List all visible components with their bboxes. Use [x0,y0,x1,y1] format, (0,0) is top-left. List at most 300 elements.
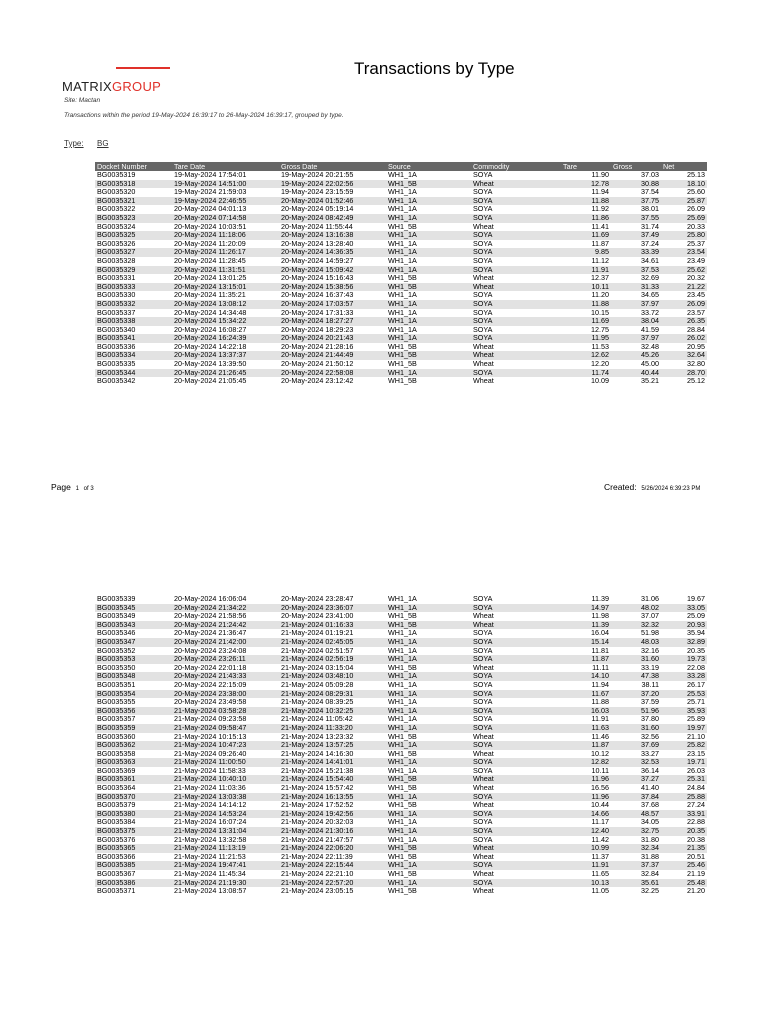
docket-number-cell: BG0035344 [95,369,172,378]
net-cell: 26.09 [661,300,707,309]
docket-number-cell: BG0035370 [95,793,172,802]
source-cell: WH1_1A [388,308,417,317]
source-cell: WH1_1A [386,827,471,836]
gross-cell: 38.04 [611,317,661,326]
docket-number-cell: BG0035353 [95,655,172,664]
tare-date-cell: 20-May-2024 21:24:42 [172,621,279,630]
tare-date-cell: 20-May-2024 23:38:00 [172,690,279,699]
gross-date-cell: 20-May-2024 23:41:00 [281,612,354,621]
logo-text-matrix: MATRIX [62,79,112,94]
source-cell: WH1_1A [388,629,417,638]
tare-cell: 12.78 [561,180,611,189]
tare-date-cell: 21-May-2024 14:53:24 [172,810,279,819]
gross-cell: 31.74 [641,222,659,231]
gross-date-cell: 20-May-2024 21:44:49 [279,351,386,360]
commodity-cell: Wheat [473,222,494,231]
tare-cell: 11.17 [591,818,609,827]
commodity-cell: SOYA [473,715,493,724]
gross-date-cell: 21-May-2024 22:57:20 [279,879,386,888]
commodity-cell: SOYA [473,835,493,844]
tare-date-cell: 20-May-2024 23:24:08 [174,646,247,655]
docket-number-cell: BG0035319 [97,171,136,179]
tare-cell: 15.14 [561,638,611,647]
gross-date-cell: 21-May-2024 15:54:40 [279,775,386,784]
docket-number-cell: BG0035358 [97,749,136,758]
table-row [95,715,707,724]
net-cell: 32.89 [661,638,707,647]
tare-cell: 11.96 [561,793,611,802]
commodity-cell: Wheat [473,612,494,621]
source-cell: WH1_1A [386,861,471,870]
table-row [95,844,707,853]
net-cell: 32.64 [661,351,707,360]
tare-date-cell: 21-May-2024 16:07:24 [174,818,247,827]
gross-date-cell: 20-May-2024 14:59:27 [281,256,354,265]
gross-date-cell: 21-May-2024 22:06:20 [279,844,386,853]
table-body-page2 [95,595,707,896]
net-cell: 23.15 [687,749,705,758]
table-row [95,793,707,802]
docket-number-cell: BG0035365 [95,844,172,853]
tare-date-cell: 20-May-2024 23:26:11 [172,655,279,664]
gross-cell: 47.38 [611,672,661,681]
table-row [95,621,707,630]
table-row [95,180,707,189]
commodity-cell: SOYA [473,291,493,300]
gross-cell: 37.69 [611,741,661,750]
gross-date-cell: 20-May-2024 05:19:14 [281,205,354,214]
tare-cell: 14.97 [561,604,611,613]
commodity-cell: SOYA [471,334,561,343]
gross-date-cell: 21-May-2024 16:13:55 [279,793,386,802]
source-cell: WH1_1A [386,231,471,240]
gross-cell: 37.80 [641,715,659,724]
commodity-cell: Wheat [473,852,494,861]
docket-number-cell: BG0035318 [95,180,172,189]
commodity-cell: SOYA [471,638,561,647]
table-row [95,775,707,784]
source-cell: WH1_1A [388,239,417,248]
docket-number-cell: BG0035355 [97,698,136,707]
table-row [95,827,707,836]
net-cell: 20.35 [687,646,705,655]
gross-cell: 37.54 [641,188,659,197]
commodity-cell: SOYA [471,879,561,888]
gross-cell: 35.21 [641,377,659,386]
page-number: 1 [75,486,79,492]
docket-number-cell: BG0035324 [97,222,136,231]
docket-number-cell: BG0035356 [95,707,172,716]
source-cell: WH1_1A [386,810,471,819]
source-cell: WH1_1A [388,698,417,707]
table-header-row [95,162,707,171]
net-cell: 25.31 [661,775,707,784]
tare-date-cell: 21-May-2024 03:58:28 [172,707,279,716]
tare-date-cell: 21-May-2024 10:15:13 [174,732,247,741]
net-cell: 25.60 [687,188,705,197]
tare-date-cell: 21-May-2024 11:58:33 [174,766,246,775]
net-cell: 19.73 [661,655,707,664]
source-cell: WH1_5B [388,360,417,369]
source-cell: WH1_1A [386,672,471,681]
gross-cell: 32.56 [641,732,659,741]
net-cell: 33.05 [661,604,707,613]
logo-text-group: GROUP [111,79,162,94]
commodity-cell: SOYA [471,266,561,275]
commodity-cell: SOYA [473,325,493,334]
net-cell: 25.12 [687,377,705,386]
tare-date-cell: 20-May-2024 10:03:51 [174,222,247,231]
source-cell: WH1_1A [386,879,471,888]
tare-date-cell: 21-May-2024 11:03:36 [174,784,246,793]
tare-date-cell: 20-May-2024 13:01:25 [174,274,247,283]
tare-cell: 11.94 [591,680,609,689]
gross-date-cell: 21-May-2024 22:11:39 [281,852,353,861]
gross-date-cell: 21-May-2024 14:16:30 [281,749,354,758]
source-cell: WH1_5B [386,180,471,189]
gross-date-cell: 21-May-2024 02:45:05 [279,638,386,647]
table-row [95,300,707,309]
gross-date-cell: 20-May-2024 01:52:46 [279,197,386,206]
tare-cell: 11.88 [561,197,611,206]
tare-date-cell: 20-May-2024 21:42:00 [172,638,279,647]
table-row [95,351,707,360]
type-value: BG [97,139,109,148]
tare-date-cell: 20-May-2024 21:34:22 [172,604,279,613]
gross-cell: 37.24 [641,239,659,248]
tare-date-cell: 21-May-2024 11:13:19 [172,844,279,853]
tare-cell: 11.42 [591,835,609,844]
commodity-cell: SOYA [473,205,493,214]
net-cell: 26.17 [687,680,705,689]
gross-cell: 32.53 [611,758,661,767]
table-row [95,266,707,275]
tare-date-cell: 20-May-2024 11:26:17 [172,248,279,257]
tare-cell: 11.69 [561,231,611,240]
docket-number-cell: BG0035325 [95,231,172,240]
docket-number-cell: BG0035359 [95,724,172,733]
table-row [95,724,707,733]
tare-cell: 11.87 [591,239,609,248]
tare-date-cell: 20-May-2024 14:34:48 [174,308,247,317]
docket-number-cell: BG0035379 [97,801,136,810]
tare-date-cell: 21-May-2024 09:58:47 [172,724,279,733]
commodity-cell: Wheat [473,342,494,351]
net-cell: 28.70 [661,369,707,378]
docket-number-cell: BG0035354 [95,690,172,699]
commodity-cell: Wheat [473,360,494,369]
gross-date-cell: 21-May-2024 11:33:20 [279,724,386,733]
table-row [95,818,707,827]
source-cell: WH1_1A [386,724,471,733]
source-cell: WH1_1A [388,291,417,300]
docket-number-cell: BG0035326 [97,239,136,248]
table-row [95,853,707,862]
tare-cell: 11.81 [591,646,609,655]
gross-cell: 51.98 [641,629,659,638]
table-row [95,801,707,810]
gross-cell: 33.39 [611,248,661,257]
gross-cell: 35.61 [611,879,661,888]
tare-cell: 11.98 [591,612,609,621]
net-cell: 25.48 [661,879,707,888]
docket-number-cell: BG0035334 [95,351,172,360]
table-row [95,707,707,716]
gross-cell: 34.61 [641,256,659,265]
tare-date-cell: 21-May-2024 09:23:58 [174,715,247,724]
docket-number-cell: BG0035341 [95,334,172,343]
page-indicator [51,482,94,492]
source-cell: WH1_1A [388,325,417,334]
net-cell: 20.33 [687,222,705,231]
gross-date-cell: 21-May-2024 22:15:44 [279,861,386,870]
commodity-cell: SOYA [471,758,561,767]
commodity-cell: Wheat [473,784,494,793]
gross-cell: 31.06 [641,595,659,603]
gross-cell: 48.02 [611,604,661,613]
gross-date-cell: 20-May-2024 17:31:33 [281,308,354,317]
tare-cell: 11.74 [561,369,611,378]
tare-cell: 11.92 [591,205,609,214]
tare-cell: 11.95 [561,334,611,343]
docket-number-cell: BG0035320 [97,188,136,197]
gross-date-cell: 21-May-2024 23:05:15 [281,887,354,896]
commodity-cell: SOYA [473,629,493,638]
gross-date-cell: 21-May-2024 03:15:04 [281,663,354,672]
docket-number-cell: BG0035375 [95,827,172,836]
gross-cell: 31.33 [611,283,661,292]
gross-cell: 45.26 [611,351,661,360]
tare-date-cell: 19-May-2024 22:46:55 [172,197,279,206]
net-cell: 20.32 [687,274,705,283]
source-cell: WH1_1A [386,266,471,275]
table-row [95,698,707,707]
tare-cell: 9.85 [561,248,611,257]
gross-cell: 32.84 [641,870,659,878]
source-cell: WH1_5B [388,801,417,810]
docket-number-cell: BG0035380 [95,810,172,819]
docket-number-cell: BG0035376 [97,835,136,844]
table-row [95,741,707,750]
gross-date-cell: 20-May-2024 18:27:27 [279,317,386,326]
gross-date-cell: 21-May-2024 20:32:03 [281,818,354,827]
gross-cell: 37.37 [611,861,661,870]
gross-cell: 31.88 [641,852,659,861]
source-cell: WH1_1A [388,595,417,603]
gross-date-cell: 21-May-2024 02:51:57 [281,646,354,655]
source-cell: WH1_5B [388,870,417,878]
tare-cell: 11.91 [561,266,611,275]
tare-date-cell: 20-May-2024 11:18:06 [172,231,279,240]
docket-number-cell: BG0035384 [97,818,136,827]
gross-date-cell: 20-May-2024 20:21:43 [279,334,386,343]
table-row [95,664,707,673]
source-cell: WH1_5B [388,222,417,231]
net-cell: 25.62 [661,266,707,275]
net-cell: 25.53 [661,690,707,699]
docket-number-cell: BG0035349 [97,612,136,621]
tare-date-cell: 20-May-2024 04:01:13 [174,205,247,214]
tare-cell: 11.91 [591,715,609,724]
source-cell: WH1_1A [388,188,417,197]
docket-number-cell: BG0035321 [95,197,172,206]
col-header-net: Net [661,162,707,171]
gross-cell: 30.88 [611,180,661,189]
net-cell: 25.80 [661,231,707,240]
source-cell: WH1_1A [386,638,471,647]
source-cell: WH1_1A [386,655,471,664]
commodity-cell: SOYA [471,369,561,378]
tare-cell: 10.11 [561,283,611,292]
docket-number-cell: BG0035332 [95,300,172,309]
table-row [95,672,707,681]
commodity-cell: Wheat [471,283,561,292]
commodity-cell: SOYA [471,300,561,309]
tare-date-cell: 21-May-2024 21:19:30 [172,879,279,888]
tare-cell: 11.94 [591,188,609,197]
gross-date-cell: 21-May-2024 22:21:10 [281,870,354,878]
commodity-cell: SOYA [473,818,493,827]
tare-date-cell: 21-May-2024 10:40:10 [172,775,279,784]
net-cell: 22.08 [687,663,705,672]
docket-number-cell: BG0035339 [97,595,136,603]
docket-number-cell: BG0035336 [97,342,136,351]
table-row [95,171,707,180]
tare-date-cell: 20-May-2024 16:08:27 [174,325,247,334]
net-cell: 32.80 [687,360,705,369]
gross-cell: 37.49 [611,231,661,240]
gross-date-cell: 19-May-2024 22:02:56 [279,180,386,189]
tare-date-cell: 19-May-2024 21:59:03 [174,188,247,197]
gross-cell: 33.19 [641,663,659,672]
net-cell: 25.09 [687,612,705,621]
source-cell: WH1_5B [386,351,471,360]
tare-date-cell: 21-May-2024 13:08:57 [174,887,247,896]
tare-cell: 10.11 [591,766,609,775]
gross-date-cell: 21-May-2024 13:57:25 [279,741,386,750]
commodity-cell: SOYA [471,861,561,870]
commodity-cell: SOYA [473,308,493,317]
net-cell: 25.69 [661,214,707,223]
net-cell: 21.20 [687,887,705,896]
source-cell: WH1_1A [388,818,417,827]
tare-cell: 11.39 [591,595,609,603]
tare-cell: 11.20 [591,291,609,300]
source-cell: WH1_1A [388,171,417,179]
tare-cell: 10.99 [561,844,611,853]
docket-number-cell: BG0035386 [95,879,172,888]
gross-date-cell: 20-May-2024 15:09:42 [279,266,386,275]
source-cell: WH1_1A [388,835,417,844]
net-cell: 26.35 [661,317,707,326]
commodity-cell: Wheat [473,377,494,386]
gross-date-cell: 19-May-2024 23:15:59 [281,188,354,197]
tare-date-cell: 20-May-2024 22:15:09 [174,680,247,689]
commodity-cell: Wheat [471,621,561,630]
tare-date-cell: 20-May-2024 07:14:58 [172,214,279,223]
tare-date-cell: 20-May-2024 11:35:21 [174,291,246,300]
tare-date-cell: 20-May-2024 22:01:18 [174,663,247,672]
tare-cell: 11.05 [591,887,609,896]
tare-date-cell: 20-May-2024 16:06:04 [174,595,247,603]
net-cell: 25.71 [687,698,705,707]
gross-date-cell: 20-May-2024 23:28:47 [281,595,354,603]
gross-cell: 48.03 [611,638,661,647]
tare-cell: 12.20 [591,360,609,369]
docket-number-cell: BG0035343 [95,621,172,630]
commodity-cell: SOYA [473,680,493,689]
gross-date-cell: 21-May-2024 15:21:38 [281,766,354,775]
tare-date-cell: 20-May-2024 13:39:50 [174,360,247,369]
gross-date-cell: 20-May-2024 21:28:16 [281,342,354,351]
source-cell: WH1_1A [386,214,471,223]
tare-cell: 11.67 [561,690,611,699]
gross-date-cell: 20-May-2024 21:50:12 [281,360,354,369]
docket-number-cell: BG0035335 [97,360,136,369]
commodity-cell: Wheat [473,801,494,810]
table-row [95,248,707,257]
tare-date-cell: 21-May-2024 13:03:38 [172,793,279,802]
gross-date-cell: 21-May-2024 01:16:33 [279,621,386,630]
net-cell: 25.37 [687,239,705,248]
commodity-cell: Wheat [471,351,561,360]
gross-cell: 37.75 [611,197,661,206]
gross-date-cell: 20-May-2024 16:37:43 [281,291,354,300]
source-cell: WH1_1A [386,758,471,767]
net-cell: 25.87 [661,197,707,206]
col-header-gross: Gross [611,162,661,171]
tare-date-cell: 20-May-2024 13:15:01 [172,283,279,292]
net-cell: 33.28 [661,672,707,681]
gross-date-cell: 20-May-2024 17:03:57 [279,300,386,309]
tare-date-cell: 21-May-2024 19:47:41 [172,861,279,870]
net-cell: 19.71 [661,758,707,767]
tare-date-cell: 20-May-2024 11:31:51 [172,266,279,275]
gross-date-cell: 21-May-2024 05:09:28 [281,680,354,689]
gross-cell: 32.69 [641,274,659,283]
gross-cell: 48.57 [611,810,661,819]
table-row [95,879,707,888]
tare-date-cell: 19-May-2024 17:54:01 [174,171,247,179]
docket-number-cell: BG0035330 [97,291,136,300]
gross-cell: 37.53 [611,266,661,275]
source-cell: WH1_1A [386,690,471,699]
net-cell: 25.13 [687,171,705,179]
report-description: Transactions within the period 19-May-2024 16:39:17 to 26-May-2024 16:39:17, grouped by type. [64,112,344,119]
tare-cell: 11.65 [591,870,609,878]
table-row [95,360,707,369]
net-cell: 20.51 [687,852,705,861]
gross-date-cell: 21-May-2024 11:05:42 [281,715,353,724]
tare-cell: 12.62 [561,351,611,360]
commodity-cell: Wheat [473,732,494,741]
source-cell: WH1_1A [386,604,471,613]
tare-date-cell: 20-May-2024 21:36:47 [174,629,247,638]
tare-cell: 16.04 [591,629,609,638]
tare-cell: 11.46 [591,732,609,741]
tare-cell: 11.88 [561,300,611,309]
tare-cell: 11.11 [592,663,609,672]
gross-date-cell: 20-May-2024 13:16:38 [279,231,386,240]
gross-cell: 34.05 [641,818,659,827]
docket-number-cell: BG0035333 [95,283,172,292]
tare-date-cell: 20-May-2024 15:34:22 [172,317,279,326]
tare-date-cell: 20-May-2024 13:08:12 [172,300,279,309]
net-cell: 20.38 [687,835,705,844]
commodity-cell: SOYA [471,604,561,613]
net-cell: 23.49 [687,256,705,265]
source-cell: WH1_1A [386,369,471,378]
